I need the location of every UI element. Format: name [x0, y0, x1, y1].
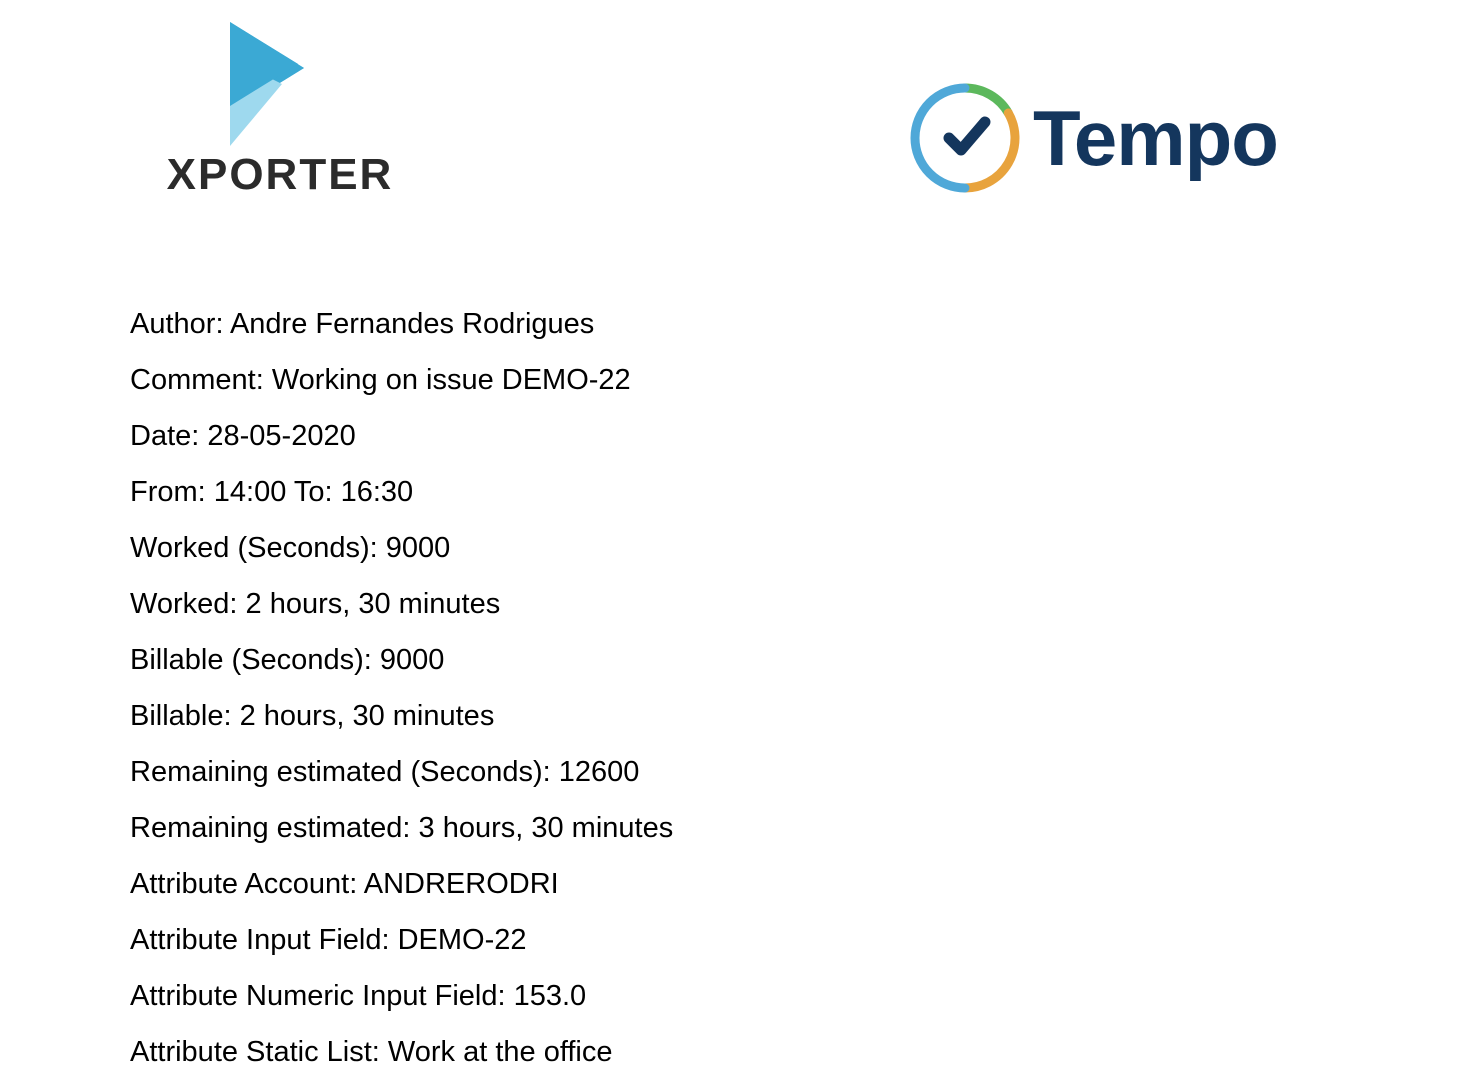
xporter-arrow-icon	[130, 18, 430, 148]
worklog-detail-list	[130, 296, 1330, 1080]
worklog-line-attribute-static-list: Attribute Static List: Work at the office	[130, 1036, 613, 1068]
tempo-wordmark: Tempo	[1033, 94, 1278, 182]
worklog-line-author: Author: Andre Fernandes Rodrigues	[130, 308, 595, 340]
worklog-line-attribute-account: Attribute Account: ANDRERODRI	[130, 868, 559, 900]
worklog-line-from-to: From: 14:00 To: 16:30	[130, 476, 414, 508]
worklog-line-billable-seconds: Billable (Seconds): 9000	[130, 644, 445, 676]
xporter-logo	[130, 18, 430, 200]
tempo-checkmark-circle-icon	[905, 78, 1025, 198]
xporter-wordmark: XPORTER	[166, 150, 394, 199]
worklog-line-worked-seconds: Worked (Seconds): 9000	[130, 532, 451, 564]
worklog-line-comment: Comment: Working on issue DEMO-22	[130, 364, 631, 396]
worklog-line-attribute-numeric-input-field: Attribute Numeric Input Field: 153.0	[130, 980, 587, 1012]
worklog-line-remaining-estimated: Remaining estimated: 3 hours, 30 minutes	[130, 812, 674, 844]
worklog-line-worked: Worked: 2 hours, 30 minutes	[130, 588, 501, 620]
document-header	[0, 0, 1476, 240]
tempo-logo	[905, 78, 1278, 198]
worklog-line-billable: Billable: 2 hours, 30 minutes	[130, 700, 495, 732]
worklog-line-date: Date: 28-05-2020	[130, 420, 356, 452]
worklog-line-attribute-input-field: Attribute Input Field: DEMO-22	[130, 924, 527, 956]
worklog-line-remaining-estimated-seconds: Remaining estimated (Seconds): 12600	[130, 756, 640, 788]
